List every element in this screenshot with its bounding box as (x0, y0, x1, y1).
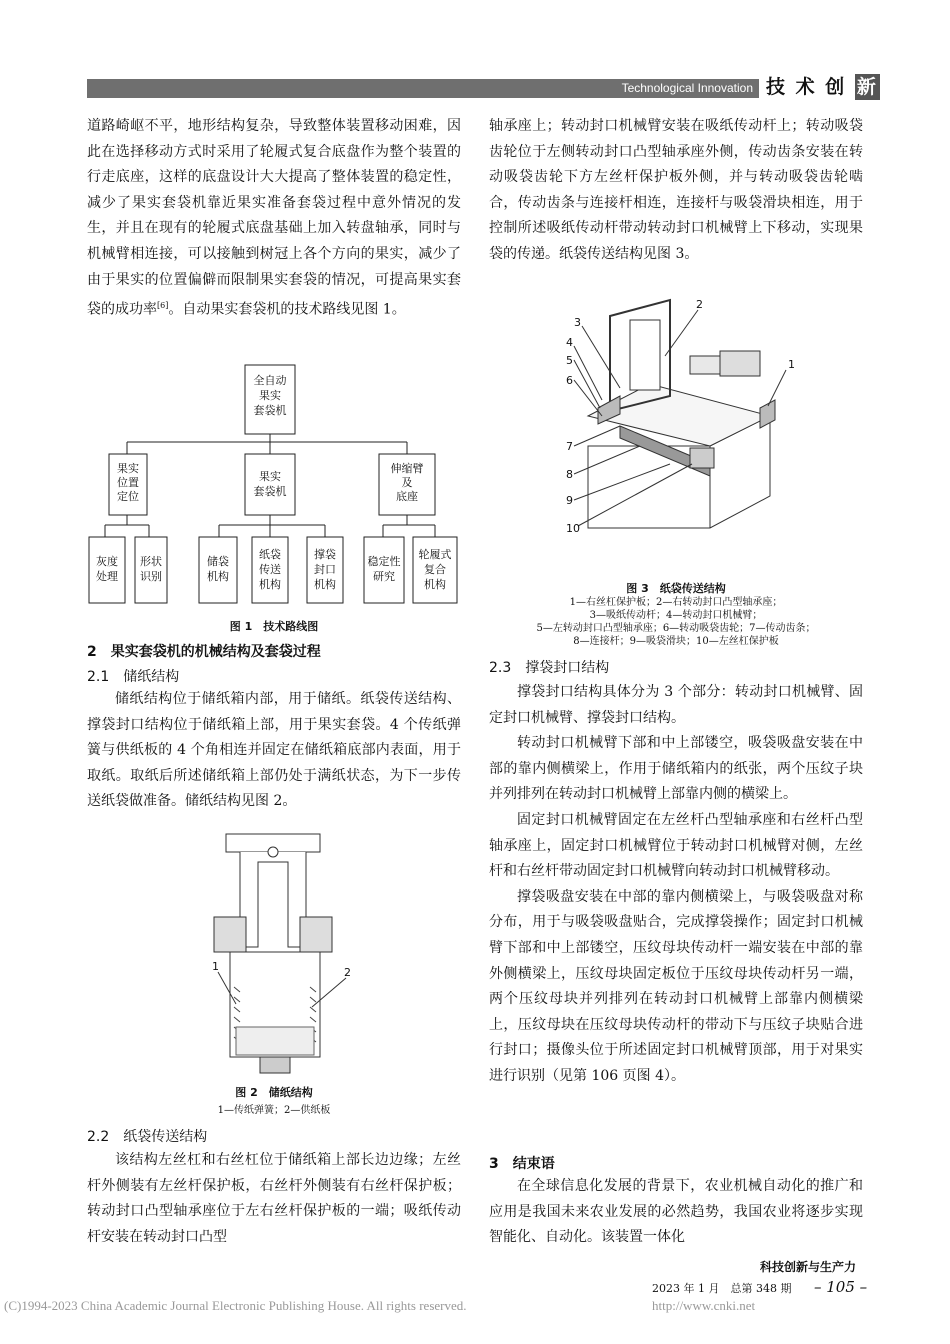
fig1-root-l1: 全自动 (253, 374, 287, 387)
figure-2-illustration (200, 832, 360, 1077)
fig1-mid2-l1: 果实 (259, 470, 281, 483)
page-number: – 105 – (814, 1278, 868, 1296)
fig1-leaf2-l2: 识别 (140, 570, 162, 583)
right-paragraph-2: 撑袋封口结构具体分为 3 个部分：转动封口机械臂、固定封口机械臂、撑袋封口结构。 (489, 684, 863, 726)
left-column-top (87, 114, 461, 323)
fig1-leaf4-l1: 纸袋 (259, 548, 281, 561)
left-column-transfer (87, 1148, 461, 1250)
figure-1-caption: 图 1 技术路线图 (229, 620, 319, 633)
fig1-mid1-l2: 位置 (117, 476, 139, 489)
fig1-mid2-l2: 套袋机 (253, 485, 287, 498)
fig1-leaf7-l2: 复合 (424, 563, 446, 576)
fig3-legend-line-3: 5—左转动封口凸型轴承座；6—转动吸袋齿轮；7—传动齿条； (536, 623, 816, 634)
left-paragraph-2: 储纸结构位于储纸箱内部，用于储纸。纸袋传送结构、撑袋封口结构位于储纸箱上部，用于果实套袋。4 个传纸弹簧与供纸板的 4 个角相连并固定在储纸箱底部内表面，用于取纸。取纸后所述储纸箱上部仍处于满纸状态，为下一步传送纸袋做准备。储纸结构见图 2。 (87, 691, 461, 810)
section-title-cn (766, 74, 880, 100)
section-2-heading: 2 果实套袋机的机械结构及套袋过程 (87, 644, 321, 660)
left-p1-text: 道路崎岖不平，地形结构复杂，导致整体装置移动困难，因此在选择移动方式时采用了轮履式复合底盘作为整个装置的行走底座，这样的底盘设计大大提高了整体装置的稳定性，减少了果实套袋机靠近果实准备套袋过程中意外情况的发生，并且在现有的轮履式底盘基础上加入转盘轴承，同时与机械臂相连接，可以接触到树冠上各个方向的果实，减少了由于果实的位置偏僻而限制果实套袋的情况，可提高果实套袋的成功率 (87, 118, 461, 318)
fig1-mid1-l3: 定位 (117, 490, 139, 503)
figure-3-legend (489, 596, 863, 648)
fig1-leaf2-l1: 形状 (140, 555, 162, 568)
fig3-label-4: 4 (566, 336, 573, 349)
fig3-legend-line-4: 8—连接杆；9—吸袋滑块；10—左丝杠保护板 (573, 636, 779, 647)
fig1-leaf3-l2: 机构 (207, 570, 229, 583)
fig1-leaf7-l3: 机构 (424, 578, 446, 591)
figure-2-caption: 图 2 储纸结构 (235, 1086, 313, 1099)
fig1-leaf6-l1: 稳定性 (367, 555, 401, 568)
left-p1-end: 。自动果实套袋机的技术路线见图 1。 (168, 301, 406, 318)
fig1-leaf4-l2: 传送 (259, 563, 281, 576)
right-paragraph-6: 在全球信息化发展的背景下，农业机械自动化的推广和应用是我国未来农业发展的必然趋势，我国农业将逐步实现智能化、自动化。该装置一体化 (489, 1178, 863, 1246)
right-paragraph-5: 撑袋吸盘安装在中部的靠内侧横梁上，与吸袋吸盘对称分布，用于与吸袋吸盘贴合，完成撑袋操作；固定封口机械臂下部和中上部镂空，压纹母块传动杆一端安装在中部的靠外侧横梁上，压纹母块固定板位于压纹母块传动杆另一端，两个压纹母块并列排列在转动封口机械臂上部靠内侧横梁上，压纹母块在压纹母块传动杆的带动下与压纹子块贴合进行封口；摄像头位于所述固定封口机械臂顶部，用于对果实进行识别（见第 106 页图 4）。 (489, 888, 863, 1084)
fig1-leaf7-l1: 轮履式 (418, 548, 452, 561)
fig1-leaf6-l2: 研究 (373, 570, 395, 583)
copyright-text: (C)1994-2023 China Academic Journal Electronic Publishing House. All rights reserved. (4, 1298, 467, 1313)
fig1-mid3-l2: 及 (401, 476, 413, 489)
left-paragraph-1 (87, 114, 461, 323)
figure-1-diagram (87, 362, 461, 612)
section-2-1-heading: 2.1 储纸结构 (87, 669, 180, 685)
figure-3-caption: 图 3 纸袋传送结构 (626, 582, 726, 595)
fig1-leaf5-l2: 封口 (314, 563, 336, 576)
fig3-label-9: 9 (566, 494, 573, 507)
left-column-storage (87, 687, 461, 815)
fig1-leaf5-l3: 机构 (314, 578, 336, 591)
right-column-end (489, 1174, 863, 1251)
fig3-legend-line-2: 3—吸纸传动杆；4—转动封口机械臂； (589, 610, 763, 621)
section-2-3-heading: 2.3 撑袋封口结构 (489, 660, 610, 676)
fig1-root-l3: 套袋机 (253, 404, 287, 417)
fig1-mid1-l1: 果实 (117, 462, 139, 475)
fig1-leaf3-l1: 储袋 (207, 555, 229, 568)
figure-3-illustration (560, 296, 800, 538)
fig1-mid3-l1: 伸缩臂 (390, 462, 424, 475)
right-column-top (489, 114, 863, 268)
issue-date: 2023 年 1 月 总第 348 期 (652, 1282, 792, 1295)
right-paragraph-3: 转动封口机械臂下部和中上部镂空，吸袋吸盘安装在中部的靠内侧横梁上，作用于储纸箱内的纸张，两个压纹子块并列排列在转动封口机械臂上部靠内侧的横梁上。 (489, 735, 863, 803)
left-paragraph-3: 该结构左丝杠和右丝杠位于储纸箱上部长边边缘；左丝杆外侧装有左丝杆保护板，右丝杆外侧装有右丝杆保护板；转动封口凸型轴承座位于左右丝杆保护板的一端；吸纸传动杆安装在转动封口凸型 (87, 1152, 461, 1245)
fig3-label-5: 5 (566, 354, 573, 367)
fig3-label-3: 3 (574, 316, 581, 329)
right-column-body (489, 680, 863, 1090)
fig1-leaf4-l3: 机构 (259, 578, 281, 591)
fig1-leaf1-l1: 灰度 (96, 555, 118, 568)
fig2-label-1: 1 (212, 960, 219, 973)
fig3-label-10: 10 (566, 522, 580, 535)
fig1-leaf1-l2: 处理 (96, 570, 118, 583)
right-paragraph-1: 轴承座上；转动封口机械臂安装在吸纸传动杆上；转动吸袋齿轮位于左侧转动封口凸型轴承座外侧，传动齿条安装在转动吸袋齿轮下方左丝杆保护板外侧，并与转动吸袋齿轮啮合，传动齿条与连接杆相连，连接杆与吸袋滑块相连，用于控制所述吸纸传动杆带动转动封口机械臂上下移动，实现果袋的传递。纸袋传送结构见图 3。 (489, 118, 863, 262)
fig3-label-6: 6 (566, 374, 573, 387)
journal-name: 科技创新与生产力 (760, 1260, 857, 1274)
fig3-legend-line-1: 1—右丝杠保护板；2—右转动封口凸型轴承座； (569, 597, 783, 608)
section-title-cn-text: 技 术 创 (766, 76, 847, 98)
fig1-leaf5-l1: 撑袋 (314, 548, 336, 561)
fig1-root-l2: 果实 (259, 389, 281, 402)
citation: [6] (157, 301, 169, 311)
fig3-label-7: 7 (566, 440, 573, 453)
section-2-2-heading: 2.2 纸袋传送结构 (87, 1129, 208, 1145)
right-paragraph-4: 固定封口机械臂固定在左丝杆凸型轴承座和右丝杆凸型轴承座上，固定封口机械臂位于转动封口机械臂对侧，左丝杆和右丝杆带动固定封口机械臂向转动封口机械臂移动。 (489, 811, 863, 880)
fig3-label-8: 8 (566, 468, 573, 481)
fig3-label-2: 2 (696, 298, 703, 311)
figure-2-legend: 1—传纸弹簧；2—供纸板 (217, 1105, 331, 1116)
fig3-label-1: 1 (788, 358, 795, 371)
section-title-cn-box: 新 (856, 76, 878, 98)
fig2-label-2: 2 (344, 966, 351, 979)
section-3-heading: 3 结束语 (489, 1156, 555, 1172)
fig1-mid3-l3: 底座 (396, 490, 418, 503)
section-title-en: Technological Innovation (621, 81, 753, 95)
cnki-link[interactable]: http://www.cnki.net (652, 1298, 756, 1313)
